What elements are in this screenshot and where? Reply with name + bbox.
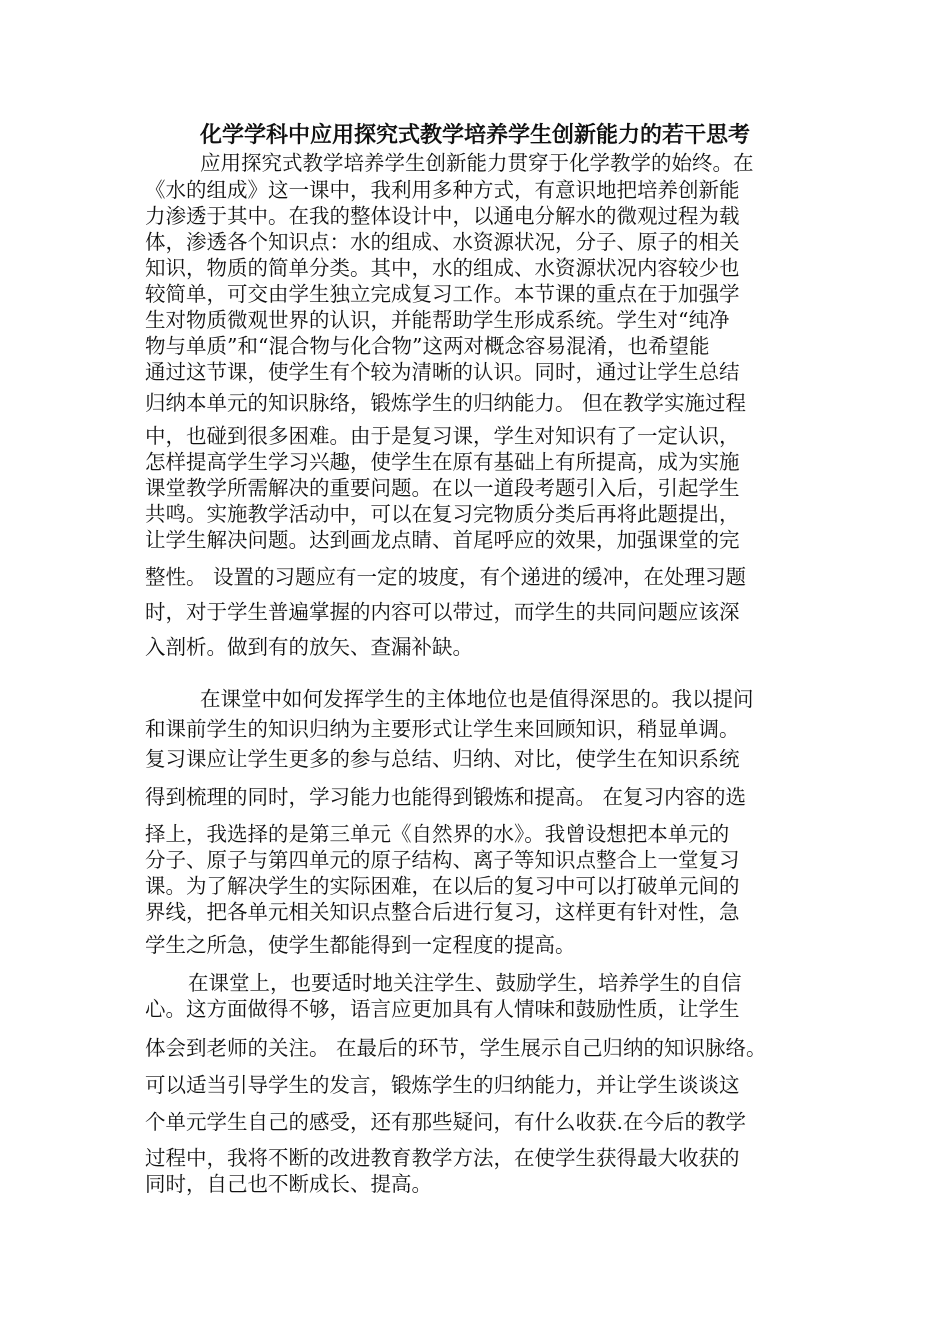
text-line: 物与单质”和“混合物与化合物”这两对概念容易混淆，也希望能 [145,334,710,358]
text-line: 课。为了解决学生的实际困难，在以后的复习中可以打破单元间的 [145,874,740,898]
text-line: 力渗透于其中。在我的整体设计中，以通电分解水的微观过程为载 [145,204,740,228]
text-line: 过程中，我将不断的改进教育教学方法，在使学生获得最大收获的 [145,1146,740,1170]
text-line: 在课堂中如何发挥学生的主体地位也是值得深思的。我以提问 [200,687,754,711]
text-line: 生对物质微观世界的认识，并能帮助学生形成系统。学生对“纯净 [145,308,730,332]
text-line: 界线，把各单元相关知识点整合后进行复习，这样更有针对性，急 [145,900,740,924]
text-line: 体，渗透各个知识点：水的组成、水资源状况，分子、原子的相关 [145,230,740,254]
text-line: 共鸣。实施教学活动中，可以在复习完物质分类后再将此题提出， [145,502,740,526]
document-title: 化学学科中应用探究式教学培养学生创新能力的若干思考 [200,123,751,148]
text-line: 可以适当引导学生的发言，锻炼学生的归纳能力，并让学生谈谈这 [145,1073,740,1097]
text-line: 择上，我选择的是第三单元《自然界的水》。我曾设想把本单元的 [145,822,730,846]
text-line: 怎样提高学生学习兴趣，使学生在原有基础上有所提高，成为实施 [145,450,740,474]
text-line: 整性。 设置的习题应有一定的坡度，有个递进的缓冲，在处理习题 [145,565,747,589]
text-line: 时，对于学生普遍掌握的内容可以带过，而学生的共同问题应该深 [145,600,740,624]
text-line: 心。这方面做得不够，语言应更加具有人情味和鼓励性质，让学生 [145,997,740,1021]
text-line: 《水的组成》这一课中，我利用多种方式，有意识地把培养创新能 [145,178,740,202]
text-line: 通过这节课，使学生有个较为清晰的认识。同时，通过让学生总结 [145,360,740,384]
text-line: 课堂教学所需解决的重要问题。在以一道段考题引入后，引起学生 [145,476,740,500]
text-line: 复习课应让学生更多的参与总结、归纳、对比，使学生在知识系统 [145,747,740,771]
text-line: 中，也碰到很多困难。由于是复习课，学生对知识有了一定认识， [145,424,740,448]
text-line: 和课前学生的知识归纳为主要形式让学生来回顾知识，稍显单调。 [145,717,740,741]
text-line: 在课堂上，也要适时地关注学生、鼓励学生，培养学生的自信 [188,971,742,995]
text-line: 归纳本单元的知识脉络，锻炼学生的归纳能力。 但在教学实施过程 [145,391,747,415]
text-line: 得到梳理的同时，学习能力也能得到锻炼和提高。 在复习内容的选 [145,785,747,809]
text-line: 分子、原子与第四单元的原子结构、离子等知识点整合上一堂复习 [145,848,740,872]
text-line: 体会到老师的关注。 在最后的环节，学生展示自己归纳的知识脉络。 [145,1036,767,1060]
text-line: 学生之所急，使学生都能得到一定程度的提高。 [145,933,576,957]
text-line: 入剖析。做到有的放矢、查漏补缺。 [145,635,473,659]
text-line: 让学生解决问题。达到画龙点睛、首尾呼应的效果，加强课堂的完 [145,528,740,552]
text-line: 知识，物质的简单分类。其中，水的组成、水资源状况内容较少也 [145,256,740,280]
text-line: 较简单，可交由学生独立完成复习工作。本节课的重点在于加强学 [145,282,740,306]
text-line: 同时，自己也不断成长、提高。 [145,1172,432,1196]
text-line: 应用探究式教学培养学生创新能力贯穿于化学教学的始终。在 [200,151,754,175]
text-line: 个单元学生自己的感受，还有那些疑问，有什么收获.在今后的教学 [145,1110,747,1134]
